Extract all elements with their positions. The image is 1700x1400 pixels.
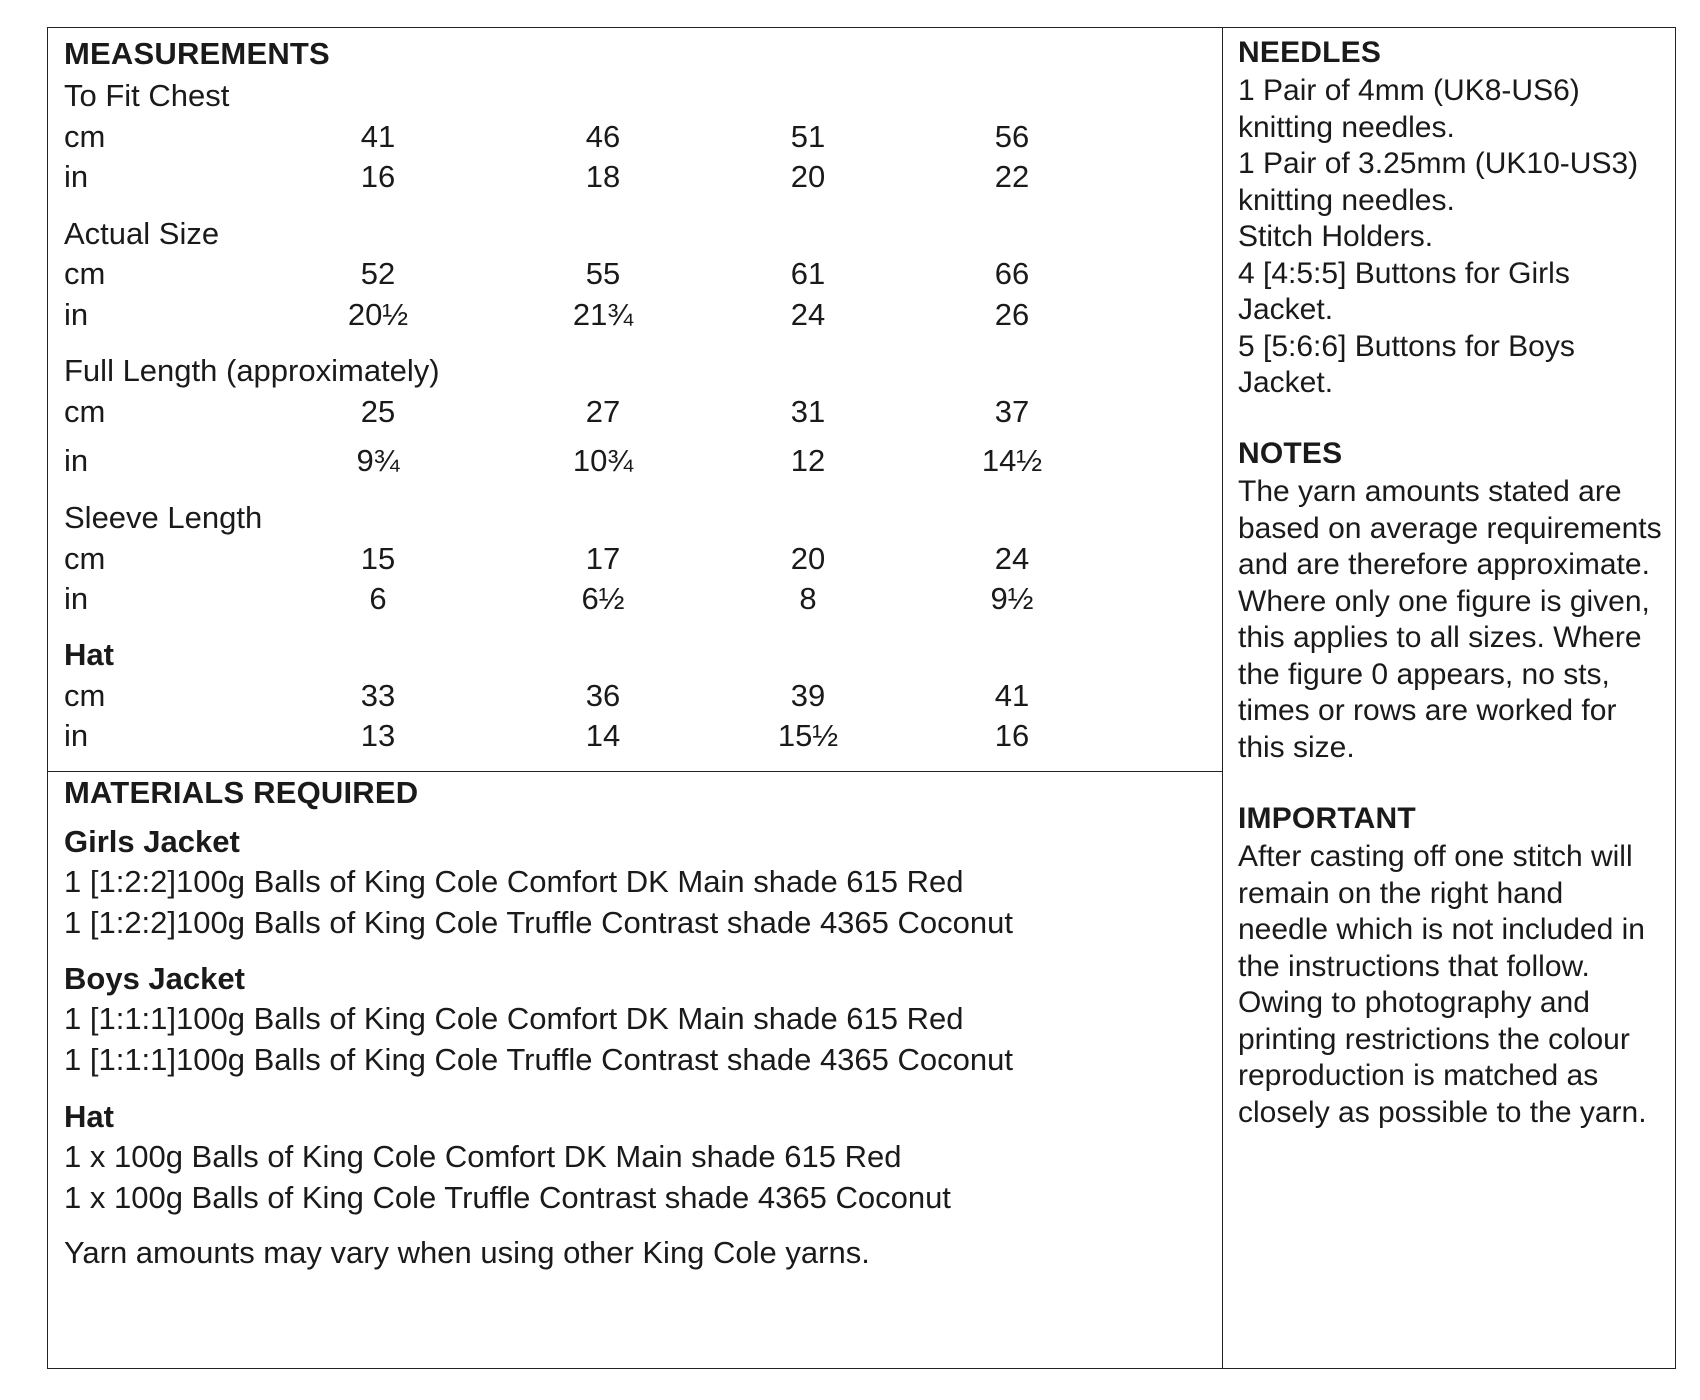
value-cell: 51 xyxy=(790,119,826,154)
column-divider xyxy=(1222,27,1223,1369)
section-divider xyxy=(47,771,1223,772)
material-line: 1 [1:2:2]100g Balls of King Cole Comfort DK Main shade 615 Red xyxy=(64,864,964,899)
value-cell: 46 xyxy=(585,119,621,154)
measure-row xyxy=(64,256,1164,296)
value-cell: 14 xyxy=(585,718,621,753)
unit-label: cm xyxy=(64,119,106,154)
value-cell: 20½ xyxy=(347,297,409,332)
unit-label: in xyxy=(64,297,89,332)
value-cell: 15½ xyxy=(777,718,839,753)
material-line: 1 [1:2:2]100g Balls of King Cole Truffle Contrast shade 4365 Coconut xyxy=(64,905,1013,940)
girls-jacket-title: Girls Jacket xyxy=(64,824,240,859)
value-cell: 14½ xyxy=(981,443,1043,478)
value-cell: 39 xyxy=(790,678,826,713)
needles-line: Jacket. xyxy=(1238,366,1334,399)
value-cell: 37 xyxy=(994,394,1030,429)
value-cell: 17 xyxy=(585,541,621,576)
group-label-hat: Hat xyxy=(64,637,114,672)
group-label-actual-size: Actual Size xyxy=(64,216,220,251)
unit-label: cm xyxy=(64,394,106,429)
material-line: 1 x 100g Balls of King Cole Truffle Contrast shade 4365 Coconut xyxy=(64,1180,951,1215)
measure-row xyxy=(64,159,1164,199)
value-cell: 56 xyxy=(994,119,1030,154)
notes-line: The yarn amounts stated are xyxy=(1238,475,1622,508)
important-heading: IMPORTANT xyxy=(1238,802,1416,835)
value-cell: 16 xyxy=(360,159,396,194)
value-cell: 9½ xyxy=(990,581,1034,616)
value-cell: 12 xyxy=(790,443,826,478)
needles-heading: NEEDLES xyxy=(1238,36,1382,69)
value-cell: 6 xyxy=(369,581,387,616)
needles-line: 5 [5:6:6] Buttons for Boys xyxy=(1238,329,1575,363)
notes-line: and are therefore approximate. xyxy=(1238,548,1650,581)
materials-heading: MATERIALS REQUIRED xyxy=(64,775,419,810)
needles-line: knitting needles. xyxy=(1238,183,1455,217)
notes-line: Where only one figure is given, xyxy=(1238,584,1650,618)
unit-label: cm xyxy=(64,541,106,576)
value-cell: 66 xyxy=(994,256,1030,291)
value-cell: 10¾ xyxy=(572,443,634,478)
value-cell: 55 xyxy=(585,256,621,291)
boys-jacket-title: Boys Jacket xyxy=(64,961,245,996)
value-cell: 16 xyxy=(994,718,1030,753)
value-cell: 24 xyxy=(790,297,826,332)
group-label-chest: To Fit Chest xyxy=(64,78,230,113)
important-text xyxy=(1238,839,1647,1131)
value-cell: 21¾ xyxy=(572,297,634,332)
measure-row xyxy=(64,541,1164,581)
notes-line: times or rows are worked for xyxy=(1238,694,1617,727)
needles-line: Stitch Holders. xyxy=(1238,220,1434,253)
measure-row xyxy=(64,443,1164,483)
unit-label: cm xyxy=(64,678,106,713)
measure-row xyxy=(64,581,1164,621)
unit-label: cm xyxy=(64,256,106,291)
material-line: 1 [1:1:1]100g Balls of King Cole Truffle Contrast shade 4365 Coconut xyxy=(64,1042,1013,1077)
material-line: 1 [1:1:1]100g Balls of King Cole Comfort DK Main shade 615 Red xyxy=(64,1001,964,1036)
value-cell: 41 xyxy=(360,119,396,154)
value-cell: 52 xyxy=(360,256,396,291)
needles-line: 4 [4:5:5] Buttons for Girls xyxy=(1238,256,1570,290)
value-cell: 31 xyxy=(790,394,826,429)
value-cell: 61 xyxy=(790,256,826,291)
value-cell: 8 xyxy=(799,581,817,616)
value-cell: 15 xyxy=(360,541,396,576)
value-cell: 20 xyxy=(790,159,826,194)
value-cell: 13 xyxy=(360,718,396,753)
important-line: needle which is not included in xyxy=(1238,913,1645,946)
value-cell: 20 xyxy=(790,541,826,576)
value-cell: 9¾ xyxy=(356,443,400,478)
measure-row xyxy=(64,718,1164,758)
needles-line: 1 Pair of 3.25mm (UK10-US3) xyxy=(1238,147,1639,180)
value-cell: 26 xyxy=(994,297,1030,332)
important-line: closely as possible to the yarn. xyxy=(1238,1095,1647,1129)
needles-line: 1 Pair of 4mm (UK8-US6) xyxy=(1238,74,1580,107)
notes-text xyxy=(1238,474,1662,766)
important-line: the instructions that follow. xyxy=(1238,949,1590,983)
value-cell: 41 xyxy=(994,678,1030,713)
needles-line: knitting needles. xyxy=(1238,110,1455,144)
important-line: reproduction is matched as xyxy=(1238,1059,1599,1092)
needles-line: Jacket. xyxy=(1238,293,1334,326)
notes-line: this applies to all sizes. Where xyxy=(1238,621,1642,654)
group-label-full-length: Full Length (approximately) xyxy=(64,353,440,388)
notes-line: based on average requirements xyxy=(1238,511,1662,545)
value-cell: 22 xyxy=(994,159,1030,194)
yarn-footnote: Yarn amounts may vary when using other King Cole yarns. xyxy=(64,1235,870,1270)
unit-label: in xyxy=(64,718,89,753)
hat-title: Hat xyxy=(64,1099,114,1134)
value-cell: 33 xyxy=(360,678,396,713)
notes-heading: NOTES xyxy=(1238,437,1343,470)
important-line: printing restrictions the colour xyxy=(1238,1022,1630,1056)
value-cell: 6½ xyxy=(581,581,625,616)
needles-list xyxy=(1238,73,1638,402)
value-cell: 18 xyxy=(585,159,621,194)
unit-label: in xyxy=(64,443,89,478)
group-label-sleeve-length: Sleeve Length xyxy=(64,500,263,535)
material-line: 1 x 100g Balls of King Cole Comfort DK Main shade 615 Red xyxy=(64,1139,902,1174)
important-line: After casting off one stitch will xyxy=(1238,840,1633,873)
notes-line: the figure 0 appears, no sts, xyxy=(1238,657,1610,691)
value-cell: 27 xyxy=(585,394,621,429)
measure-row xyxy=(64,297,1164,337)
value-cell: 24 xyxy=(994,541,1030,576)
value-cell: 36 xyxy=(585,678,621,713)
important-line: remain on the right hand xyxy=(1238,876,1564,910)
unit-label: in xyxy=(64,581,89,616)
unit-label: in xyxy=(64,159,89,194)
important-line: Owing to photography and xyxy=(1238,986,1590,1019)
measure-row xyxy=(64,119,1164,159)
measure-row xyxy=(64,678,1164,718)
measurements-heading: MEASUREMENTS xyxy=(64,36,330,71)
notes-line: this size. xyxy=(1238,730,1355,764)
measure-row xyxy=(64,394,1164,434)
value-cell: 25 xyxy=(360,394,396,429)
